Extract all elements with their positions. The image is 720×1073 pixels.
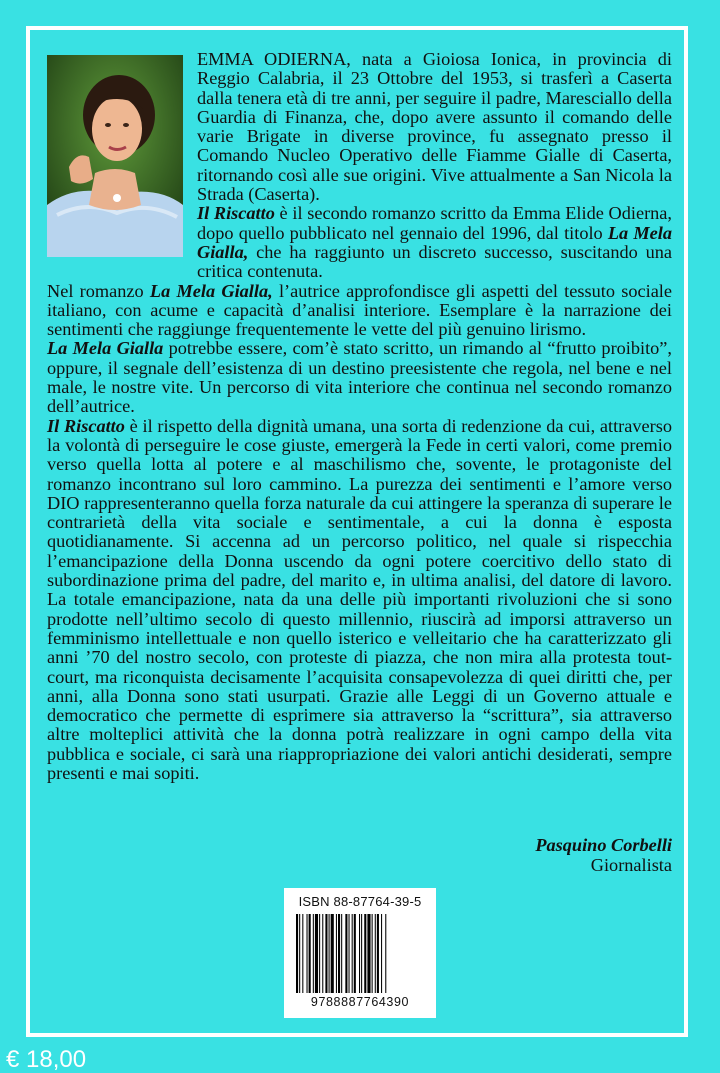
book-title: Il Riscatto bbox=[47, 415, 125, 436]
photo-spacer bbox=[47, 50, 197, 276]
back-cover-text bbox=[47, 50, 672, 783]
barcode-graphic bbox=[296, 914, 424, 993]
frutto-proibito-paragraph: La Mela Gialla potrebbe essere, com’è stato scritto, un rimando al “frutto proibito”, oppure, il segnale dell’esistenza di un destino preesistente che regola, nel bene e nel male, le nostre vite. Un percorso di vita interiore che continua nel secondo romanzo dell’autrice. bbox=[47, 338, 672, 417]
author-name: EMMA ODIERNA bbox=[197, 49, 347, 69]
signature-name: Pasquino Corbelli bbox=[535, 835, 672, 855]
price: € 18,00 bbox=[6, 1046, 87, 1073]
bio-paragraph: EMMA ODIERNA, nata a Gioiosa Ionica, in provincia di Reggio Calabria, il 23 Ottobre del 1953, si trasferì a Caserta dalla tenera età di tre anni, per seguire il padre, Maresciallo della Guardia di Finanza, che, dopo avere assunto il comando delle varie Brigate in diverse province, fu assegnato presso il Comando Nucleo Operativo delle Fiamme Gialle di Caserta, ritornando così alle sue origini. Vive attualmente a San Nicola la Strada (Caserta). bbox=[197, 49, 673, 205]
signature bbox=[535, 835, 672, 875]
mela-gialla-paragraph: Nel romanzo La Mela Gialla, l’autrice approfondisce gli aspetti del tessuto sociale italiano, con acume e capacità d’analisi interiore. Esemplare è la narrazione dei sentimenti che raggiunge frequentemente le vette del più genuino lirismo. bbox=[47, 280, 673, 340]
first-book-title: La Mela Gialla, bbox=[149, 280, 273, 301]
barcode-box bbox=[284, 888, 436, 1018]
first-book-title: La Mela Gialla, bbox=[197, 222, 672, 262]
ean-number: 9788887764390 bbox=[310, 995, 410, 1009]
first-book-title: La Mela Gialla bbox=[47, 338, 164, 359]
book-title: Il Riscatto bbox=[197, 203, 275, 224]
barcode-bars bbox=[296, 914, 424, 993]
signature-role: Giornalista bbox=[590, 855, 672, 875]
second-novel-paragraph: Il Riscatto è il secondo romanzo scritto da Emma Elide Odierna, dopo quello pubblicato nel gennaio del 1996, dal titolo La Mela Gialla, che ha raggiunto un discreto successo, suscitando una critica contenuta. bbox=[197, 203, 672, 282]
isbn-number: ISBN 88-87764-39-5 bbox=[298, 894, 422, 909]
riscatto-paragraph: Il Riscatto è il rispetto della dignità umana, una sorta di redenzione da cui, attraverso la volontà di perseguire le cose giuste, emergerà la Fede in certi valori, come premio verso quella lotta al potere e al maschilismo che, sovente, le protagoniste del romanzo incontrano sul loro cammino. La purezza dei sentimenti e l’amore verso DIO rappresenteranno quella forza naturale da cui attingere la speranza di superare le contrarietà della vita sociale e sentimentale, a cui la donna è esposta quotidianamente. Si accenna ad un percorso politico, nel quale si rispecchia l’emancipazione della Donna uscendo da ogni potere coercitivo dello stato di subordinazione prima del padre, del marito e, in ultima analisi, del datore di lavoro. La totale emancipazione, nata da una delle più importanti rivoluzioni che si sono prodotte nell’ultimo secolo di questo millennio, riuscirà ad imporsi attraverso un femminismo intellettuale e non quello isterico e velleitario che ha caratterizzato gli anni ’70 del nostro secolo, con proteste di piazza, che non mira alla protesta tout-court, ma riconquista decisamente l’acquisita consapevolezza di quei diritti che, per anni, alla Donna sono stati usurpati. Grazie alle Leggi di un Governo attuale e democratico che permette di esprimere sia attraverso la “scrittura”, sia attraverso altre molteplici attività che la donna potrà realizzare in ogni campo della vita pubblica e sociale, ci sarà una riappropriazione dei valori antichi desiderati, sempre presenti e mai sopiti. bbox=[47, 415, 672, 783]
